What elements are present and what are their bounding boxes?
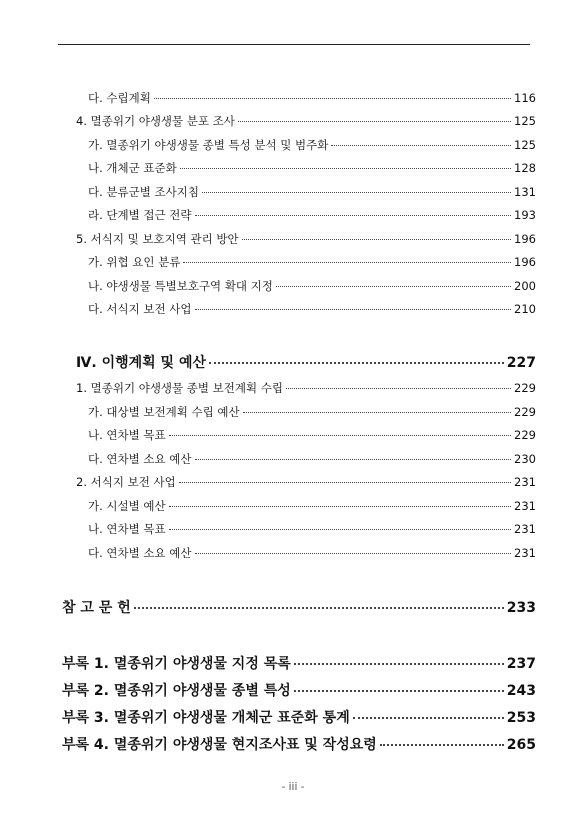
toc-entry-page: 210 bbox=[514, 302, 536, 316]
toc-entry-title: 5. 서식지 및 보호지역 관리 방안 bbox=[76, 232, 239, 246]
toc-entry[interactable] bbox=[88, 301, 536, 317]
toc-entry-title: 2. 서식지 보전 사업 bbox=[76, 475, 176, 489]
toc-entry[interactable] bbox=[88, 404, 536, 420]
toc-entry[interactable] bbox=[76, 231, 536, 247]
toc-entry-page: 229 bbox=[514, 428, 536, 442]
toc-entry[interactable] bbox=[76, 474, 536, 490]
dot-leader bbox=[331, 145, 511, 146]
dot-leader bbox=[209, 362, 504, 364]
toc-appendix[interactable] bbox=[62, 734, 536, 754]
toc-entry-title: 가. 대상별 보전계획 수립 예산 bbox=[88, 405, 240, 419]
dot-leader bbox=[195, 553, 512, 554]
toc-entry-title: 1. 멸종위기 야생생물 종별 보전계획 수립 bbox=[76, 381, 283, 395]
toc-entry[interactable] bbox=[88, 90, 536, 106]
toc-entry-title: 다. 수립계획 bbox=[88, 91, 151, 105]
toc-entry-title: 나. 연차별 목표 bbox=[88, 522, 166, 536]
dot-leader bbox=[286, 388, 511, 389]
toc-appendix-page: 237 bbox=[506, 656, 536, 672]
toc-entry-page: 128 bbox=[514, 161, 536, 175]
toc-entry-page: 231 bbox=[514, 522, 536, 536]
toc-entry[interactable] bbox=[88, 184, 536, 200]
dot-leader bbox=[180, 168, 511, 169]
toc-references-page: 233 bbox=[506, 600, 536, 616]
toc-entry[interactable] bbox=[76, 380, 536, 396]
toc-entry-title: 다. 연차별 소요 예산 bbox=[88, 452, 192, 466]
toc-entry[interactable] bbox=[88, 545, 536, 561]
toc-appendix-title: 부록 3. 멸종위기 야생생물 개체군 표준화 통계 bbox=[62, 710, 350, 726]
toc-appendix[interactable] bbox=[62, 680, 536, 700]
toc-entry-title: 4. 멸종위기 야생생물 분포 조사 bbox=[76, 114, 235, 128]
toc-entry-page: 193 bbox=[514, 208, 536, 222]
toc-entry-page: 196 bbox=[514, 232, 536, 246]
toc-entry[interactable] bbox=[88, 137, 536, 153]
toc-references-title: 참 고 문 헌 bbox=[62, 600, 131, 616]
toc-chapter[interactable] bbox=[76, 352, 536, 372]
toc-entry-page: 125 bbox=[514, 114, 536, 128]
toc-entry[interactable] bbox=[88, 427, 536, 443]
toc-entry[interactable] bbox=[88, 278, 536, 294]
toc-entry-title: 나. 개체군 표준화 bbox=[88, 161, 177, 175]
dot-leader bbox=[276, 286, 511, 287]
toc-entry-page: 196 bbox=[514, 255, 536, 269]
dot-leader bbox=[169, 529, 511, 530]
page-number-footer: - iii - bbox=[281, 781, 305, 793]
toc-entry[interactable] bbox=[88, 160, 536, 176]
dot-leader bbox=[195, 309, 512, 310]
toc-entry[interactable] bbox=[88, 521, 536, 537]
dot-leader bbox=[243, 412, 511, 413]
dot-leader bbox=[195, 459, 512, 460]
toc-appendix-title: 부록 1. 멸종위기 야생생물 지정 목록 bbox=[62, 656, 291, 672]
toc-entry-page: 231 bbox=[514, 499, 536, 513]
toc-appendix-page: 265 bbox=[506, 737, 536, 753]
toc-entry-page: 231 bbox=[514, 475, 536, 489]
dot-leader bbox=[134, 607, 504, 609]
toc-appendix[interactable] bbox=[62, 653, 536, 673]
toc-entry-title: 라. 단계별 접근 전략 bbox=[88, 208, 192, 222]
dot-leader bbox=[380, 744, 504, 746]
toc-entry-title: 다. 분류군별 조사지침 bbox=[88, 185, 199, 199]
toc-appendix-title: 부록 4. 멸종위기 야생생물 현지조사표 및 작성요령 bbox=[62, 737, 377, 753]
toc-entry-page: 200 bbox=[514, 279, 536, 293]
toc-entry[interactable] bbox=[88, 207, 536, 223]
toc-entry-page: 229 bbox=[514, 405, 536, 419]
dot-leader bbox=[179, 482, 511, 483]
dot-leader bbox=[169, 506, 511, 507]
header-rule bbox=[58, 44, 530, 45]
toc-entry-title: 가. 멸종위기 야생생물 종별 특성 분석 및 범주화 bbox=[88, 138, 329, 152]
toc-appendix-page: 243 bbox=[506, 683, 536, 699]
dot-leader bbox=[238, 121, 511, 122]
toc-entry-page: 125 bbox=[514, 138, 536, 152]
dot-leader bbox=[202, 192, 511, 193]
dot-leader bbox=[154, 98, 511, 99]
dot-leader bbox=[169, 435, 511, 436]
toc-appendix-title: 부록 2. 멸종위기 야생생물 종별 특성 bbox=[62, 683, 291, 699]
toc-entry[interactable] bbox=[88, 254, 536, 270]
toc-entry[interactable] bbox=[88, 451, 536, 467]
toc-entry-page: 231 bbox=[514, 546, 536, 560]
toc-chapter-page: 227 bbox=[506, 355, 536, 371]
dot-leader bbox=[353, 717, 504, 719]
toc-entry-title: 다. 연차별 소요 예산 bbox=[88, 546, 192, 560]
dot-leader bbox=[195, 215, 512, 216]
toc-references[interactable] bbox=[62, 597, 536, 617]
dot-leader bbox=[242, 239, 511, 240]
toc-entry-title: 가. 시설별 예산 bbox=[88, 499, 166, 513]
toc-entry-title: 나. 연차별 목표 bbox=[88, 428, 166, 442]
toc-entry-title: 가. 위협 요인 분류 bbox=[88, 255, 181, 269]
toc-entry[interactable] bbox=[76, 113, 536, 129]
dot-leader bbox=[294, 690, 504, 692]
toc-appendix-page: 253 bbox=[506, 710, 536, 726]
dot-leader bbox=[183, 262, 511, 263]
toc-entry-title: 나. 야생생물 특별보호구역 확대 지정 bbox=[88, 279, 273, 293]
toc-chapter-title: Ⅳ. 이행계획 및 예산 bbox=[76, 355, 206, 371]
toc-appendix[interactable] bbox=[62, 707, 536, 727]
toc-entry-title: 다. 서식지 보전 사업 bbox=[88, 302, 192, 316]
dot-leader bbox=[294, 663, 504, 665]
toc-entry-page: 116 bbox=[514, 91, 536, 105]
toc-entry-page: 230 bbox=[514, 452, 536, 466]
toc-entry-page: 131 bbox=[514, 185, 536, 199]
toc-entry[interactable] bbox=[88, 498, 536, 514]
toc-entry-page: 229 bbox=[514, 381, 536, 395]
